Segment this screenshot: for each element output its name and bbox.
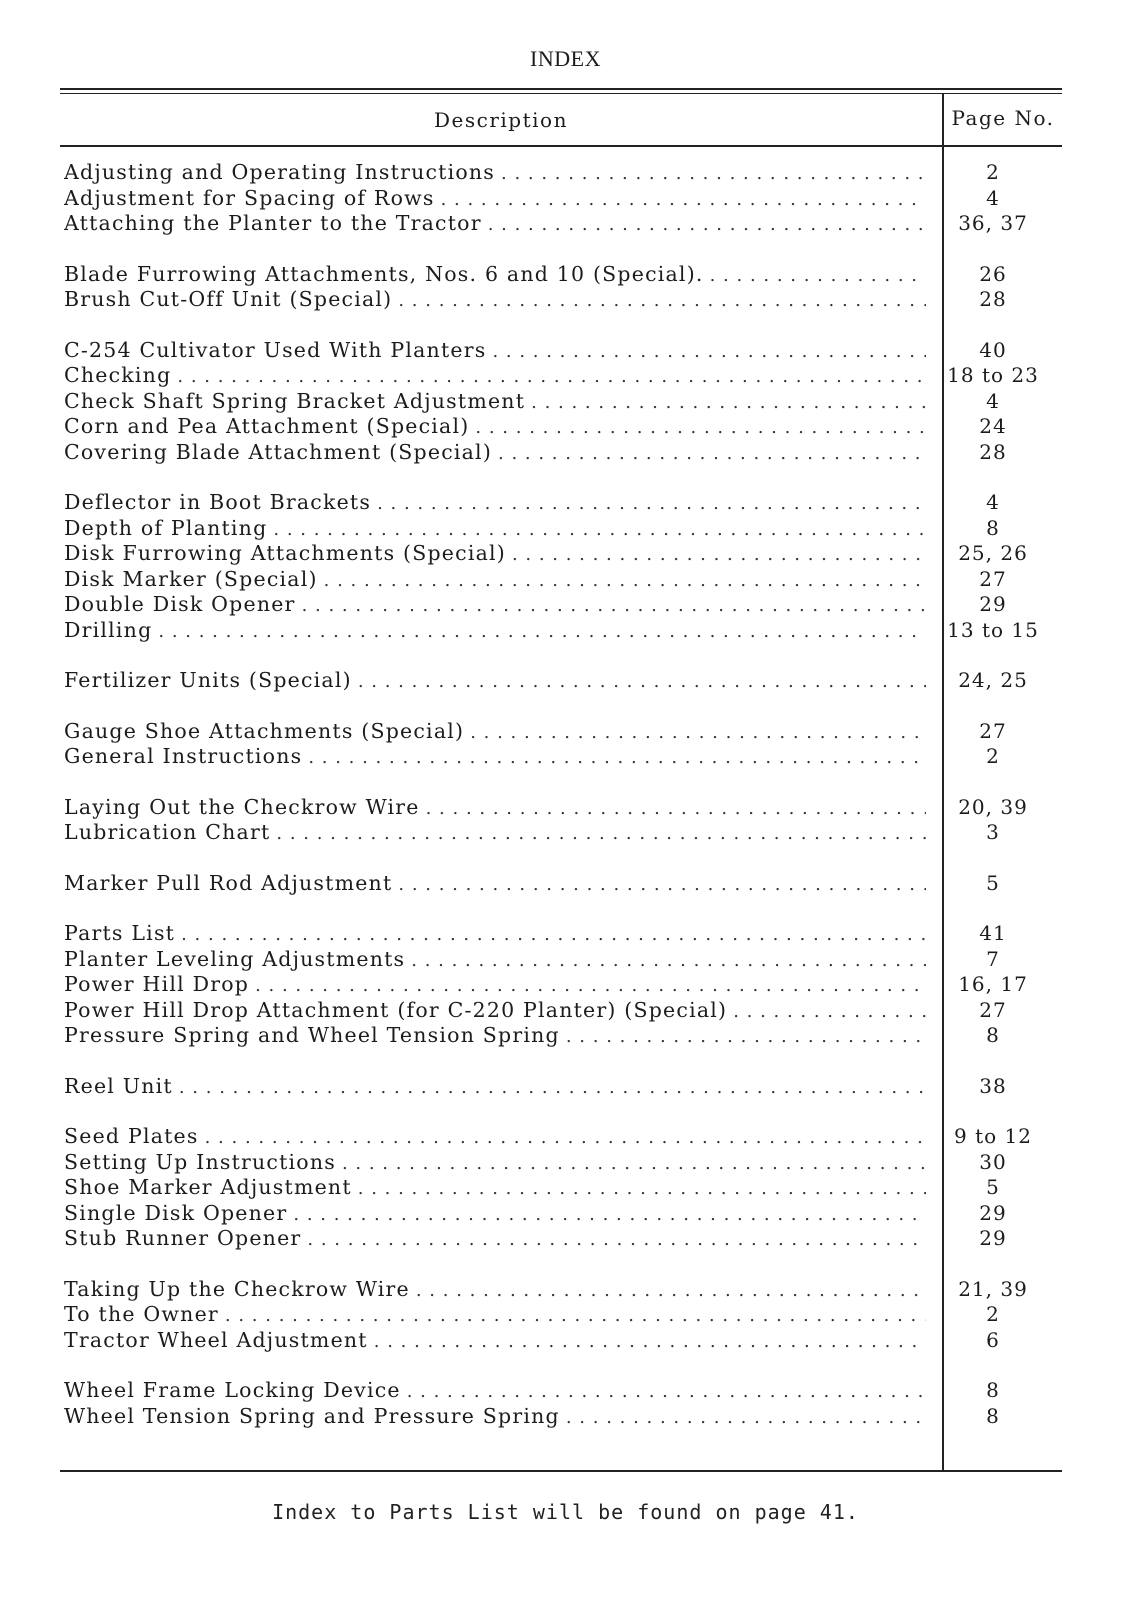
- entry-description-text: Depth of Planting: [64, 515, 268, 540]
- dot-leader: [255, 972, 926, 996]
- entry-description: [64, 567, 926, 591]
- entry-description: [64, 516, 926, 540]
- entry-description-text: Wheel Tension Spring and Pressure Spring: [64, 1403, 560, 1428]
- entry-description: [64, 1277, 926, 1301]
- dot-leader: [411, 947, 926, 971]
- dot-leader: [177, 363, 926, 387]
- entry-page-number: 5: [986, 870, 1000, 895]
- entry-page-number: 29: [979, 1226, 1007, 1250]
- dot-leader: [324, 567, 926, 591]
- entry-page-number: 8: [986, 1403, 1000, 1428]
- index-entry: [64, 618, 1060, 644]
- entry-page-number: 2: [986, 744, 1000, 768]
- dot-leader: [398, 871, 926, 895]
- entry-page-number: 18 to 23: [947, 363, 1039, 387]
- dot-leader: [531, 389, 926, 413]
- index-entry: [64, 820, 1060, 846]
- index-group: [64, 1074, 1060, 1100]
- entry-description: [64, 592, 926, 616]
- dot-leader: [358, 668, 926, 692]
- entry-page-number: 2: [986, 160, 1000, 184]
- dot-leader: [293, 1201, 926, 1225]
- entry-description-text: Parts List: [64, 921, 176, 945]
- dot-leader: [398, 287, 926, 311]
- index-entry: [64, 1328, 1060, 1354]
- index-entry: [64, 972, 1060, 998]
- entry-description: [64, 947, 926, 971]
- entry-description: [64, 1378, 926, 1402]
- entry-page-number: 26: [979, 261, 1007, 286]
- entry-page-number: 24, 25: [958, 668, 1028, 692]
- index-entry: [64, 1074, 1060, 1100]
- entry-description-text: Fertilizer Units (Special): [64, 668, 352, 692]
- entry-description-text: Checking: [64, 363, 172, 387]
- entry-description: [64, 1124, 926, 1148]
- entry-page-number: 8: [986, 515, 1000, 540]
- index-entry: [64, 262, 1060, 288]
- entry-description-text: Gauge Shoe Attachments (Special): [64, 718, 465, 743]
- index-group: [64, 719, 1060, 770]
- entry-description-text: Planter Leveling Adjustments: [64, 946, 406, 971]
- index-entry: [64, 668, 1060, 694]
- entry-description-text: Shoe Marker Adjustment: [64, 1175, 352, 1199]
- index-entry: [64, 490, 1060, 516]
- entry-description-text: Setting Up Instructions: [64, 1149, 336, 1174]
- dot-leader: [358, 1175, 926, 1199]
- index-group: [64, 338, 1060, 466]
- dot-leader: [302, 592, 926, 616]
- entry-description-text: Marker Pull Rod Adjustment: [64, 870, 393, 895]
- entry-description-text: Single Disk Opener: [64, 1200, 288, 1225]
- dot-leader: [179, 1074, 926, 1098]
- entry-description-text: Blade Furrowing Attachments, Nos. 6 and 10 (Special).: [64, 261, 704, 286]
- dot-leader: [374, 1328, 926, 1352]
- dot-leader: [307, 1226, 926, 1250]
- entry-description: [64, 1302, 926, 1326]
- index-entry: [64, 516, 1060, 542]
- entry-description-text: Check Shaft Spring Bracket Adjustment: [64, 388, 526, 413]
- entry-description: [64, 490, 926, 514]
- entry-description: [64, 440, 926, 464]
- dot-leader: [488, 211, 926, 235]
- entry-page-number: 21, 39: [958, 1276, 1028, 1301]
- index-entry: [64, 211, 1060, 237]
- entry-description-text: Pressure Spring and Wheel Tension Spring: [64, 1023, 560, 1047]
- dot-leader: [498, 440, 926, 464]
- dot-leader: [377, 490, 926, 514]
- index-entry: [64, 567, 1060, 593]
- entry-page-number: 8: [986, 1023, 1000, 1047]
- index-entry: [64, 998, 1060, 1024]
- index-group: [64, 668, 1060, 694]
- dot-leader: [407, 1378, 926, 1402]
- entry-description: [64, 668, 926, 692]
- index-entry: [64, 186, 1060, 212]
- entry-description-text: General Instructions: [64, 744, 303, 768]
- entry-description-text: Drilling: [64, 617, 153, 642]
- dot-leader: [501, 160, 926, 184]
- entry-description-text: Power Hill Drop Attachment (for C-220 Planter) (Special): [64, 997, 728, 1022]
- entry-description: [64, 972, 926, 996]
- index-entry: [64, 744, 1060, 770]
- entry-description-text: Wheel Frame Locking Device: [64, 1378, 401, 1402]
- entry-page-number: 16, 17: [958, 972, 1028, 996]
- entry-page-number: 28: [979, 439, 1007, 464]
- dot-leader: [181, 921, 926, 945]
- dot-leader: [426, 795, 926, 819]
- dot-leader: [308, 744, 926, 768]
- entry-description-text: Power Hill Drop: [64, 972, 250, 996]
- entry-description-text: Taking Up the Checkrow Wire: [64, 1276, 410, 1301]
- dot-leader: [441, 186, 926, 210]
- index-entry: [64, 921, 1060, 947]
- entry-description-text: Lubrication Chart: [64, 820, 271, 844]
- entry-page-number: 4: [986, 388, 1000, 413]
- entry-description: [64, 1201, 926, 1225]
- index-entry: [64, 1201, 1060, 1227]
- index-entry: [64, 795, 1060, 821]
- entry-page-number: 2: [986, 1302, 1000, 1326]
- index-group: [64, 490, 1060, 643]
- index-group: [64, 871, 1060, 897]
- entry-page-number: 7: [986, 946, 1000, 971]
- entry-description: [64, 1150, 926, 1174]
- entry-page-number: 36, 37: [958, 211, 1028, 235]
- index-group: [64, 262, 1060, 313]
- entry-description-text: Double Disk Opener: [64, 592, 296, 616]
- footer-note: Index to Parts List will be found on page 41.: [272, 1500, 859, 1524]
- dot-leader: [470, 719, 926, 743]
- entry-page-number: 38: [979, 1073, 1007, 1098]
- entry-page-number: 41: [979, 921, 1007, 945]
- entry-page-number: 9 to 12: [954, 1124, 1032, 1148]
- dot-leader: [276, 820, 926, 844]
- entry-description-text: Adjustment for Spacing of Rows: [64, 185, 435, 210]
- entry-description: [64, 1328, 926, 1352]
- entry-page-number: 6: [986, 1327, 1000, 1352]
- entry-page-number: 29: [979, 1200, 1007, 1225]
- entry-description: [64, 363, 926, 387]
- entry-description: [64, 795, 926, 819]
- entry-page-number: 27: [979, 566, 1007, 591]
- entry-description-text: C-254 Cultivator Used With Planters: [64, 337, 487, 362]
- bottom-rule: [60, 1470, 1062, 1472]
- entry-page-number: 40: [979, 337, 1007, 362]
- dot-leader: [273, 516, 926, 540]
- index-entry: [64, 1124, 1060, 1150]
- entry-description: [64, 1023, 926, 1047]
- entry-page-number: 3: [986, 820, 1000, 844]
- entry-page-number: 30: [979, 1149, 1007, 1174]
- entry-description: [64, 262, 926, 286]
- dot-leader: [205, 1124, 926, 1148]
- index-entry: [64, 160, 1060, 186]
- dot-leader: [566, 1404, 926, 1428]
- index-group: [64, 1277, 1060, 1354]
- entry-page-number: 13 to 15: [947, 617, 1039, 642]
- entry-page-number: 4: [986, 490, 1000, 514]
- description-column-header: Description: [434, 108, 568, 132]
- dot-leader: [416, 1277, 926, 1301]
- index-entry: [64, 414, 1060, 440]
- index-entry: [64, 1175, 1060, 1201]
- index-entry: [64, 1378, 1060, 1404]
- index-group: [64, 1124, 1060, 1252]
- entry-description: [64, 1175, 926, 1199]
- index-table: [60, 88, 1062, 1472]
- entry-description: [64, 1074, 926, 1098]
- entry-description: [64, 1226, 926, 1250]
- index-entry: [64, 1226, 1060, 1252]
- index-entry: [64, 541, 1060, 567]
- entry-description: [64, 921, 926, 945]
- top-rule: [60, 88, 1062, 90]
- entry-page-number: 28: [979, 287, 1007, 311]
- entry-description: [64, 389, 926, 413]
- entry-page-number: 20, 39: [958, 794, 1028, 819]
- entry-page-number: 27: [979, 997, 1007, 1022]
- entry-description: [64, 820, 926, 844]
- entry-description-text: Corn and Pea Attachment (Special): [64, 414, 470, 438]
- entry-description-text: Adjusting and Operating Instructions: [64, 160, 496, 184]
- entry-description-text: Deflector in Boot Brackets: [64, 490, 372, 514]
- index-entry: [64, 363, 1060, 389]
- entry-description: [64, 618, 926, 642]
- entry-description: [64, 1404, 926, 1428]
- index-entry: [64, 719, 1060, 745]
- entry-description-text: Disk Marker (Special): [64, 566, 318, 591]
- entry-page-number: 29: [979, 592, 1007, 616]
- entry-description: [64, 211, 926, 235]
- entry-page-number: 8: [986, 1378, 1000, 1402]
- entry-description: [64, 744, 926, 768]
- entry-description: [64, 338, 926, 362]
- entry-description-text: Attaching the Planter to the Tractor: [64, 211, 482, 235]
- index-entry: [64, 871, 1060, 897]
- entry-description: [64, 186, 926, 210]
- entry-description-text: Brush Cut-Off Unit (Special): [64, 287, 393, 311]
- top-rule-thin: [60, 93, 1062, 94]
- dot-leader: [342, 1150, 926, 1174]
- entry-page-number: 24: [979, 414, 1007, 438]
- index-entry: [64, 1150, 1060, 1176]
- index-entry: [64, 287, 1060, 313]
- dot-leader: [492, 338, 926, 362]
- page-title: INDEX: [530, 46, 601, 71]
- entry-description-text: Seed Plates: [64, 1124, 199, 1148]
- entry-description: [64, 541, 926, 565]
- index-entry: [64, 1023, 1060, 1049]
- dot-leader: [710, 262, 926, 286]
- index-entry: [64, 1404, 1060, 1430]
- index-entries: [64, 160, 1060, 1454]
- index-group: [64, 1378, 1060, 1429]
- dot-leader: [158, 618, 926, 642]
- entry-description: [64, 998, 926, 1022]
- dot-leader: [225, 1302, 926, 1326]
- entry-description: [64, 160, 926, 184]
- entry-page-number: 5: [986, 1175, 1000, 1199]
- entry-description-text: Tractor Wheel Adjustment: [64, 1327, 368, 1352]
- index-entry: [64, 1277, 1060, 1303]
- entry-description: [64, 719, 926, 743]
- index-entry: [64, 592, 1060, 618]
- entry-description: [64, 871, 926, 895]
- entry-description: [64, 414, 926, 438]
- dot-leader: [733, 998, 926, 1022]
- dot-leader: [475, 414, 926, 438]
- index-entry: [64, 389, 1060, 415]
- entry-page-number: 25, 26: [958, 541, 1028, 565]
- index-entry: [64, 338, 1060, 364]
- index-group: [64, 795, 1060, 846]
- dot-leader: [566, 1023, 926, 1047]
- entry-page-number: 4: [986, 185, 1000, 210]
- entry-description-text: Laying Out the Checkrow Wire: [64, 794, 420, 819]
- index-entry: [64, 1302, 1060, 1328]
- dot-leader: [512, 541, 926, 565]
- index-entry: [64, 947, 1060, 973]
- entry-page-number: 27: [979, 718, 1007, 743]
- index-group: [64, 921, 1060, 1049]
- page-number-column-header: Page No.: [951, 106, 1055, 130]
- entry-description-text: Disk Furrowing Attachments (Special): [64, 541, 506, 565]
- entry-description-text: Stub Runner Opener: [64, 1226, 302, 1250]
- header-rule: [60, 145, 1062, 147]
- index-group: [64, 160, 1060, 237]
- entry-description-text: Covering Blade Attachment (Special): [64, 439, 493, 464]
- index-entry: [64, 440, 1060, 466]
- entry-description: [64, 287, 926, 311]
- entry-description-text: Reel Unit: [64, 1073, 173, 1098]
- entry-description-text: To the Owner: [64, 1302, 219, 1326]
